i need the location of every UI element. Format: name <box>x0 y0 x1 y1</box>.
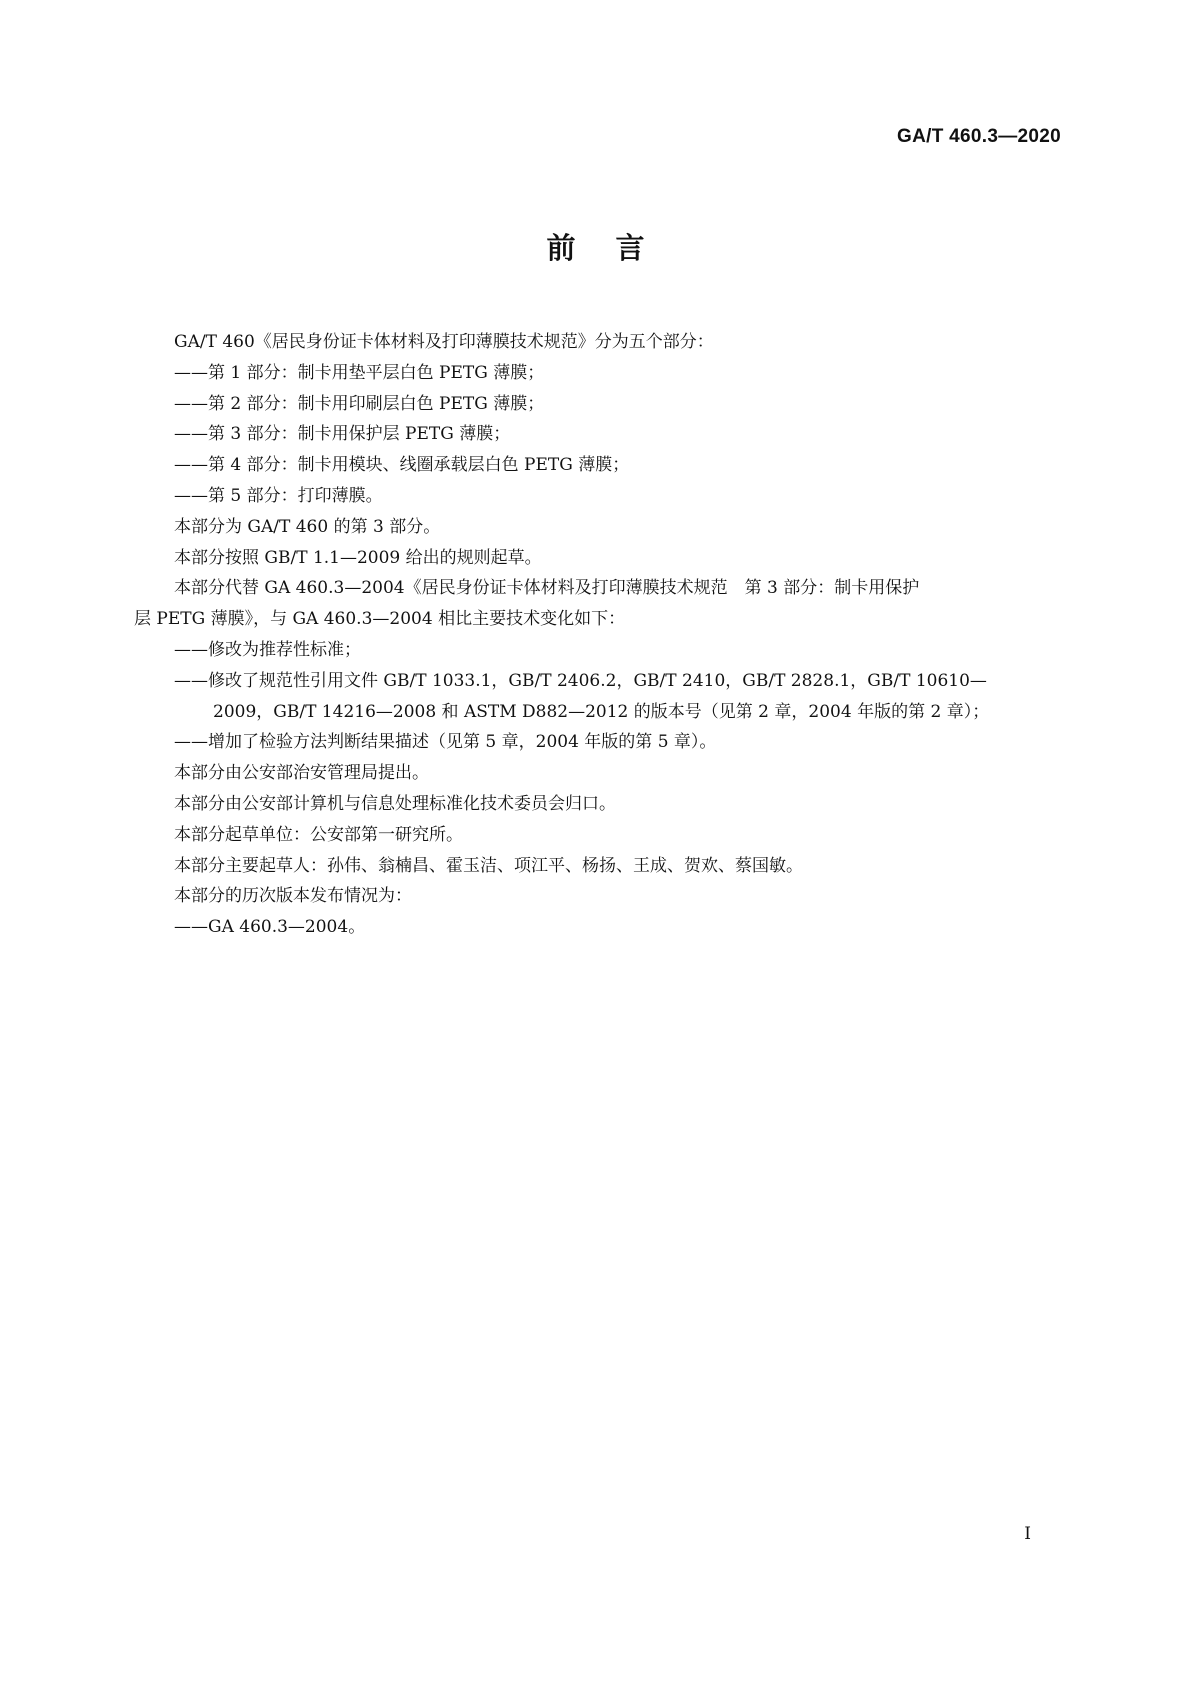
body-line: 本部分为 GA/T 460 的第 3 部分。 <box>174 516 441 537</box>
body-line: ——第 2 部分：制卡用印刷层白色 PETG 薄膜； <box>174 393 545 414</box>
body-line: 本部分由公安部治安管理局提出。 <box>174 763 429 784</box>
body-line: 本部分的历次版本发布情况为： <box>174 886 412 907</box>
foreword-body <box>134 327 1064 943</box>
body-line: ——第 3 部分：制卡用保护层 PETG 薄膜； <box>174 424 511 445</box>
body-line: GA/T 460《居民身份证卡体材料及打印薄膜技术规范》分为五个部分： <box>174 332 714 352</box>
body-line: 本部分主要起草人：孙伟、翁楠昌、霍玉洁、项江平、杨扬、王成、贺欢、蔡国敏。 <box>174 855 803 876</box>
body-line: ——增加了检验方法判断结果描述（见第 5 章，2004 年版的第 5 章）。 <box>174 732 717 753</box>
body-line: 本部分起草单位：公安部第一研究所。 <box>174 824 463 845</box>
page-number: I <box>1024 1524 1031 1544</box>
body-line: 2009，GB/T 14216—2008 和 ASTM D882—2012 的版本号（见第 2 章，2004 年版的第 2 章）； <box>213 701 990 722</box>
body-line: 本部分按照 GB/T 1.1—2009 给出的规则起草。 <box>174 547 542 568</box>
body-line: 层 PETG 薄膜》，与 GA 460.3—2004 相比主要技术变化如下： <box>134 609 626 630</box>
body-line: ——修改了规范性引用文件 GB/T 1033.1，GB/T 2406.2，GB/T 2410，GB/T 2828.1，GB/T 10610— <box>174 670 987 691</box>
body-line: ——GA 460.3—2004。 <box>174 917 366 938</box>
body-line: ——第 1 部分：制卡用垫平层白色 PETG 薄膜； <box>174 362 545 383</box>
body-line: 本部分由公安部计算机与信息处理标准化技术委员会归口。 <box>174 793 616 814</box>
body-line: ——第 4 部分：制卡用模块、线圈承载层白色 PETG 薄膜； <box>174 455 630 476</box>
page-title: 前言 <box>546 231 685 265</box>
body-line: ——第 5 部分：打印薄膜。 <box>174 485 383 506</box>
body-line: ——修改为推荐性标准； <box>174 639 361 660</box>
standard-code: GA/T 460.3—2020 <box>897 126 1061 147</box>
body-line: 本部分代替 GA 460.3—2004《居民身份证卡体材料及打印薄膜技术规范 第 3 部分：制卡用保护 <box>174 578 920 599</box>
